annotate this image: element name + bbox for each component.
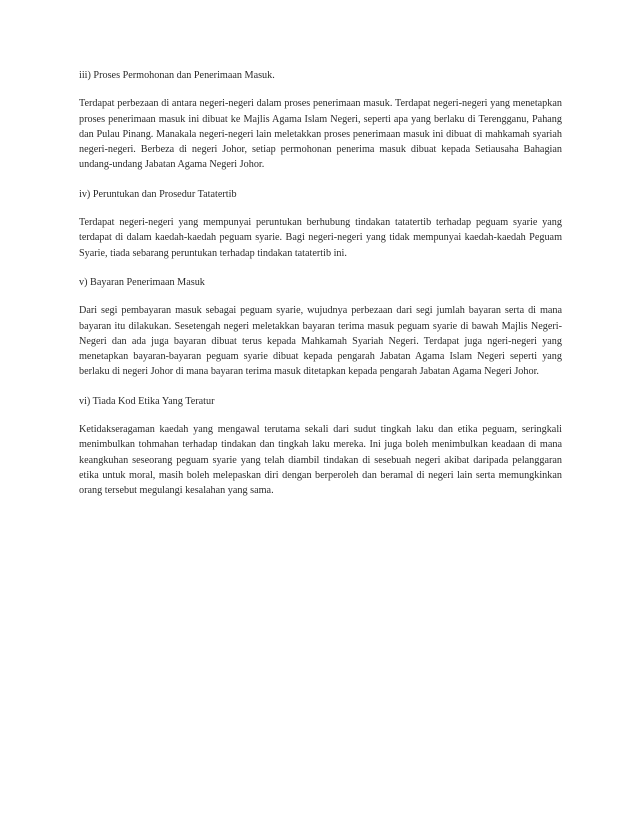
section-peruntukan-tatatertib xyxy=(79,187,562,261)
section-paragraph: Terdapat negeri-negeri yang mempunyai peruntukan berhubung tindakan tatatertib terhadap peguam syarie yang terdapat di dalam kaedah-kaedah peguam syarie. Bagi negeri-negeri yang tidak mempunyai kaedah-kaedah Peguam Syarie, tiada sebarang peruntukan terhadap tindakan tatatertib ini. xyxy=(79,217,562,259)
section-proses-permohonan xyxy=(79,68,562,173)
section-paragraph: Ketidakseragaman kaedah yang mengawal terutama sekali dari sudut tingkah laku dan etika peguam, seringkali menimbulkan tohmahan terhadap tindakan dan tingkah laku mereka. Ini juga boleh menimbulkan keadaan di mana keangkuhan seseorang peguam syarie yang telah diambil tindakan di sesebuah negeri akibat daripada pelanggaran etika untuk moral, masih boleh melepaskan diri dengan berperoleh dan beramal di negeri lain serta memungkinkan orang tersebut megulangi kesalahan yang sama. xyxy=(79,424,562,497)
section-bayaran-penerimaan xyxy=(79,275,562,380)
section-heading: iv) Peruntukan dan Prosedur Tatatertib xyxy=(79,188,237,200)
section-paragraph: Dari segi pembayaran masuk sebagai peguam syarie, wujudnya perbezaan dari segi jumlah bayaran serta di mana bayaran itu dilakukan. Sesetengah negeri meletakkan bayaran terima masuk peguam syarie di bawah Majlis Negeri-Negeri dan ada juga bayaran dibuat terus kepada Mahkamah Syariah Negeri. Terdapat juga ngeri-negeri yang menetapkan bayaran-bayaran peguam syarie dibuat kepada pengarah Jabatan Agama Islam Negeri seperti yang berlaku di negeri Johor di mana bayaran terima masuk ditetapkan kepada pengarah Jabatan Agama Negeri Johor. xyxy=(79,305,562,378)
section-heading: iii) Proses Permohonan dan Penerimaan Masuk. xyxy=(79,70,275,81)
section-heading: vi) Tiada Kod Etika Yang Teratur xyxy=(79,395,215,407)
document-page xyxy=(79,68,562,513)
section-paragraph: Terdapat perbezaan di antara negeri-negeri dalam proses penerimaan masuk. Terdapat negeri-negeri yang menetapkan proses penerimaan masuk ini dibuat ke Majlis Agama Islam Negeri, seperti apa yang berlaku di Terengganu, Pahang dan Pulau Pinang. Manakala negeri-negeri lain meletakkan proses penerimaan masuk ini dibuat di mahkamah syariah negeri-negeri. Berbeza di negeri Johor, setiap permohonan penerima masuk dibuat kepada Setiausaha Bahagian undang-undang Jabatan Agama Negeri Johor. xyxy=(79,98,562,171)
section-kod-etika xyxy=(79,394,562,499)
section-heading: v) Bayaran Penerimaan Masuk xyxy=(79,276,205,288)
